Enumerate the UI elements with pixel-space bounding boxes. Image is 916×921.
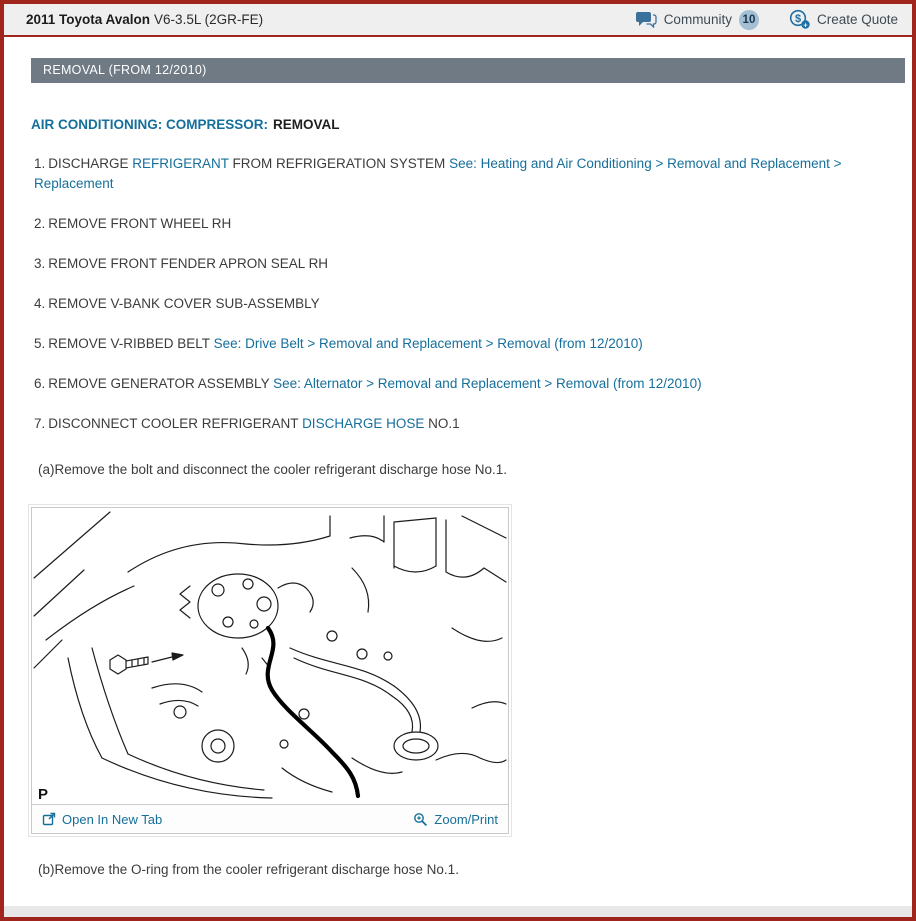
step-text: DISCHARGE (48, 156, 133, 171)
procedure-step (31, 154, 885, 194)
figure-box (31, 507, 509, 834)
substep-b: (b)Remove the O-ring from the cooler refrigerant discharge hose No.1. (38, 862, 459, 877)
step-text: REMOVE FRONT FENDER APRON SEAL RH (48, 256, 329, 271)
open-in-new-tab-link[interactable]: Open In New Tab (42, 812, 162, 827)
article-heading-rest: REMOVAL (273, 117, 340, 132)
step-number: 6. (34, 376, 46, 391)
section-title: REMOVAL (FROM 12/2010) (43, 63, 207, 77)
step-text: NO.1 (424, 416, 460, 431)
step-number: 5. (34, 336, 46, 351)
dollar-plus-icon (789, 9, 810, 30)
procedure-step (31, 294, 885, 314)
open-in-new-tab-icon (42, 812, 56, 826)
reference-link[interactable]: See: Alternator > Removal and Replacement > Removal (from 12/2010) (273, 376, 702, 391)
step-text: REMOVE FRONT WHEEL RH (48, 216, 232, 231)
step-text: REMOVE V-RIBBED BELT (48, 336, 214, 351)
reference-link[interactable]: See: Heating and Air Conditioning > Removal and Replacement > Replacement (34, 156, 842, 191)
step-number: 1. (34, 156, 46, 171)
section-header-bar (31, 58, 905, 83)
step-text: REMOVE GENERATOR ASSEMBLY (48, 376, 274, 391)
header-actions (635, 9, 898, 30)
chat-bubbles-icon (635, 11, 657, 28)
community-label: Community (663, 12, 732, 27)
horizontal-scrollbar[interactable] (4, 906, 912, 917)
step-text: REMOVE V-BANK COVER SUB-ASSEMBLY (48, 296, 320, 311)
article-heading-link[interactable]: AIR CONDITIONING: COMPRESSOR: (31, 117, 269, 132)
community-button[interactable] (635, 10, 759, 30)
step-text: DISCONNECT COOLER REFRIGERANT (48, 416, 303, 431)
svg-text:$: $ (794, 13, 802, 25)
step-number: 2. (34, 216, 46, 231)
article (4, 117, 912, 877)
step-number: 4. (34, 296, 46, 311)
procedure-step (31, 214, 885, 234)
procedure-step (31, 374, 885, 394)
vehicle-name: 2011 Toyota Avalon (26, 12, 151, 27)
figure-corner-label: P (38, 786, 49, 803)
procedure-step (31, 334, 885, 354)
step-number: 3. (34, 256, 46, 271)
reference-link[interactable]: DISCHARGE HOSE (302, 416, 425, 431)
zoom-magnifier-icon (413, 812, 428, 827)
svg-text:+: + (803, 20, 808, 30)
vehicle-title (26, 12, 263, 27)
step-number: 7. (34, 416, 46, 431)
reference-link[interactable]: REFRIGERANT (132, 156, 229, 171)
figure-toolbar (32, 804, 508, 833)
step-text: FROM REFRIGERATION SYSTEM (228, 156, 450, 171)
reference-link[interactable]: See: Drive Belt > Removal and Replacement > Removal (from 12/2010) (213, 336, 643, 351)
vehicle-engine: V6-3.5L (2GR-FE) (154, 12, 264, 27)
create-quote-label: Create Quote (816, 12, 898, 27)
procedure-step (31, 254, 885, 274)
procedure-step (31, 414, 885, 434)
zoom-print-link[interactable]: Zoom/Print (413, 812, 498, 827)
steps-list (31, 154, 885, 434)
community-count-badge: 10 (739, 10, 759, 30)
substep-a: (a)Remove the bolt and disconnect the cooler refrigerant discharge hose No.1. (38, 462, 508, 477)
article-heading (31, 117, 885, 132)
engine-diagram[interactable] (32, 508, 508, 804)
header (4, 4, 912, 37)
create-quote-button[interactable] (789, 9, 898, 30)
